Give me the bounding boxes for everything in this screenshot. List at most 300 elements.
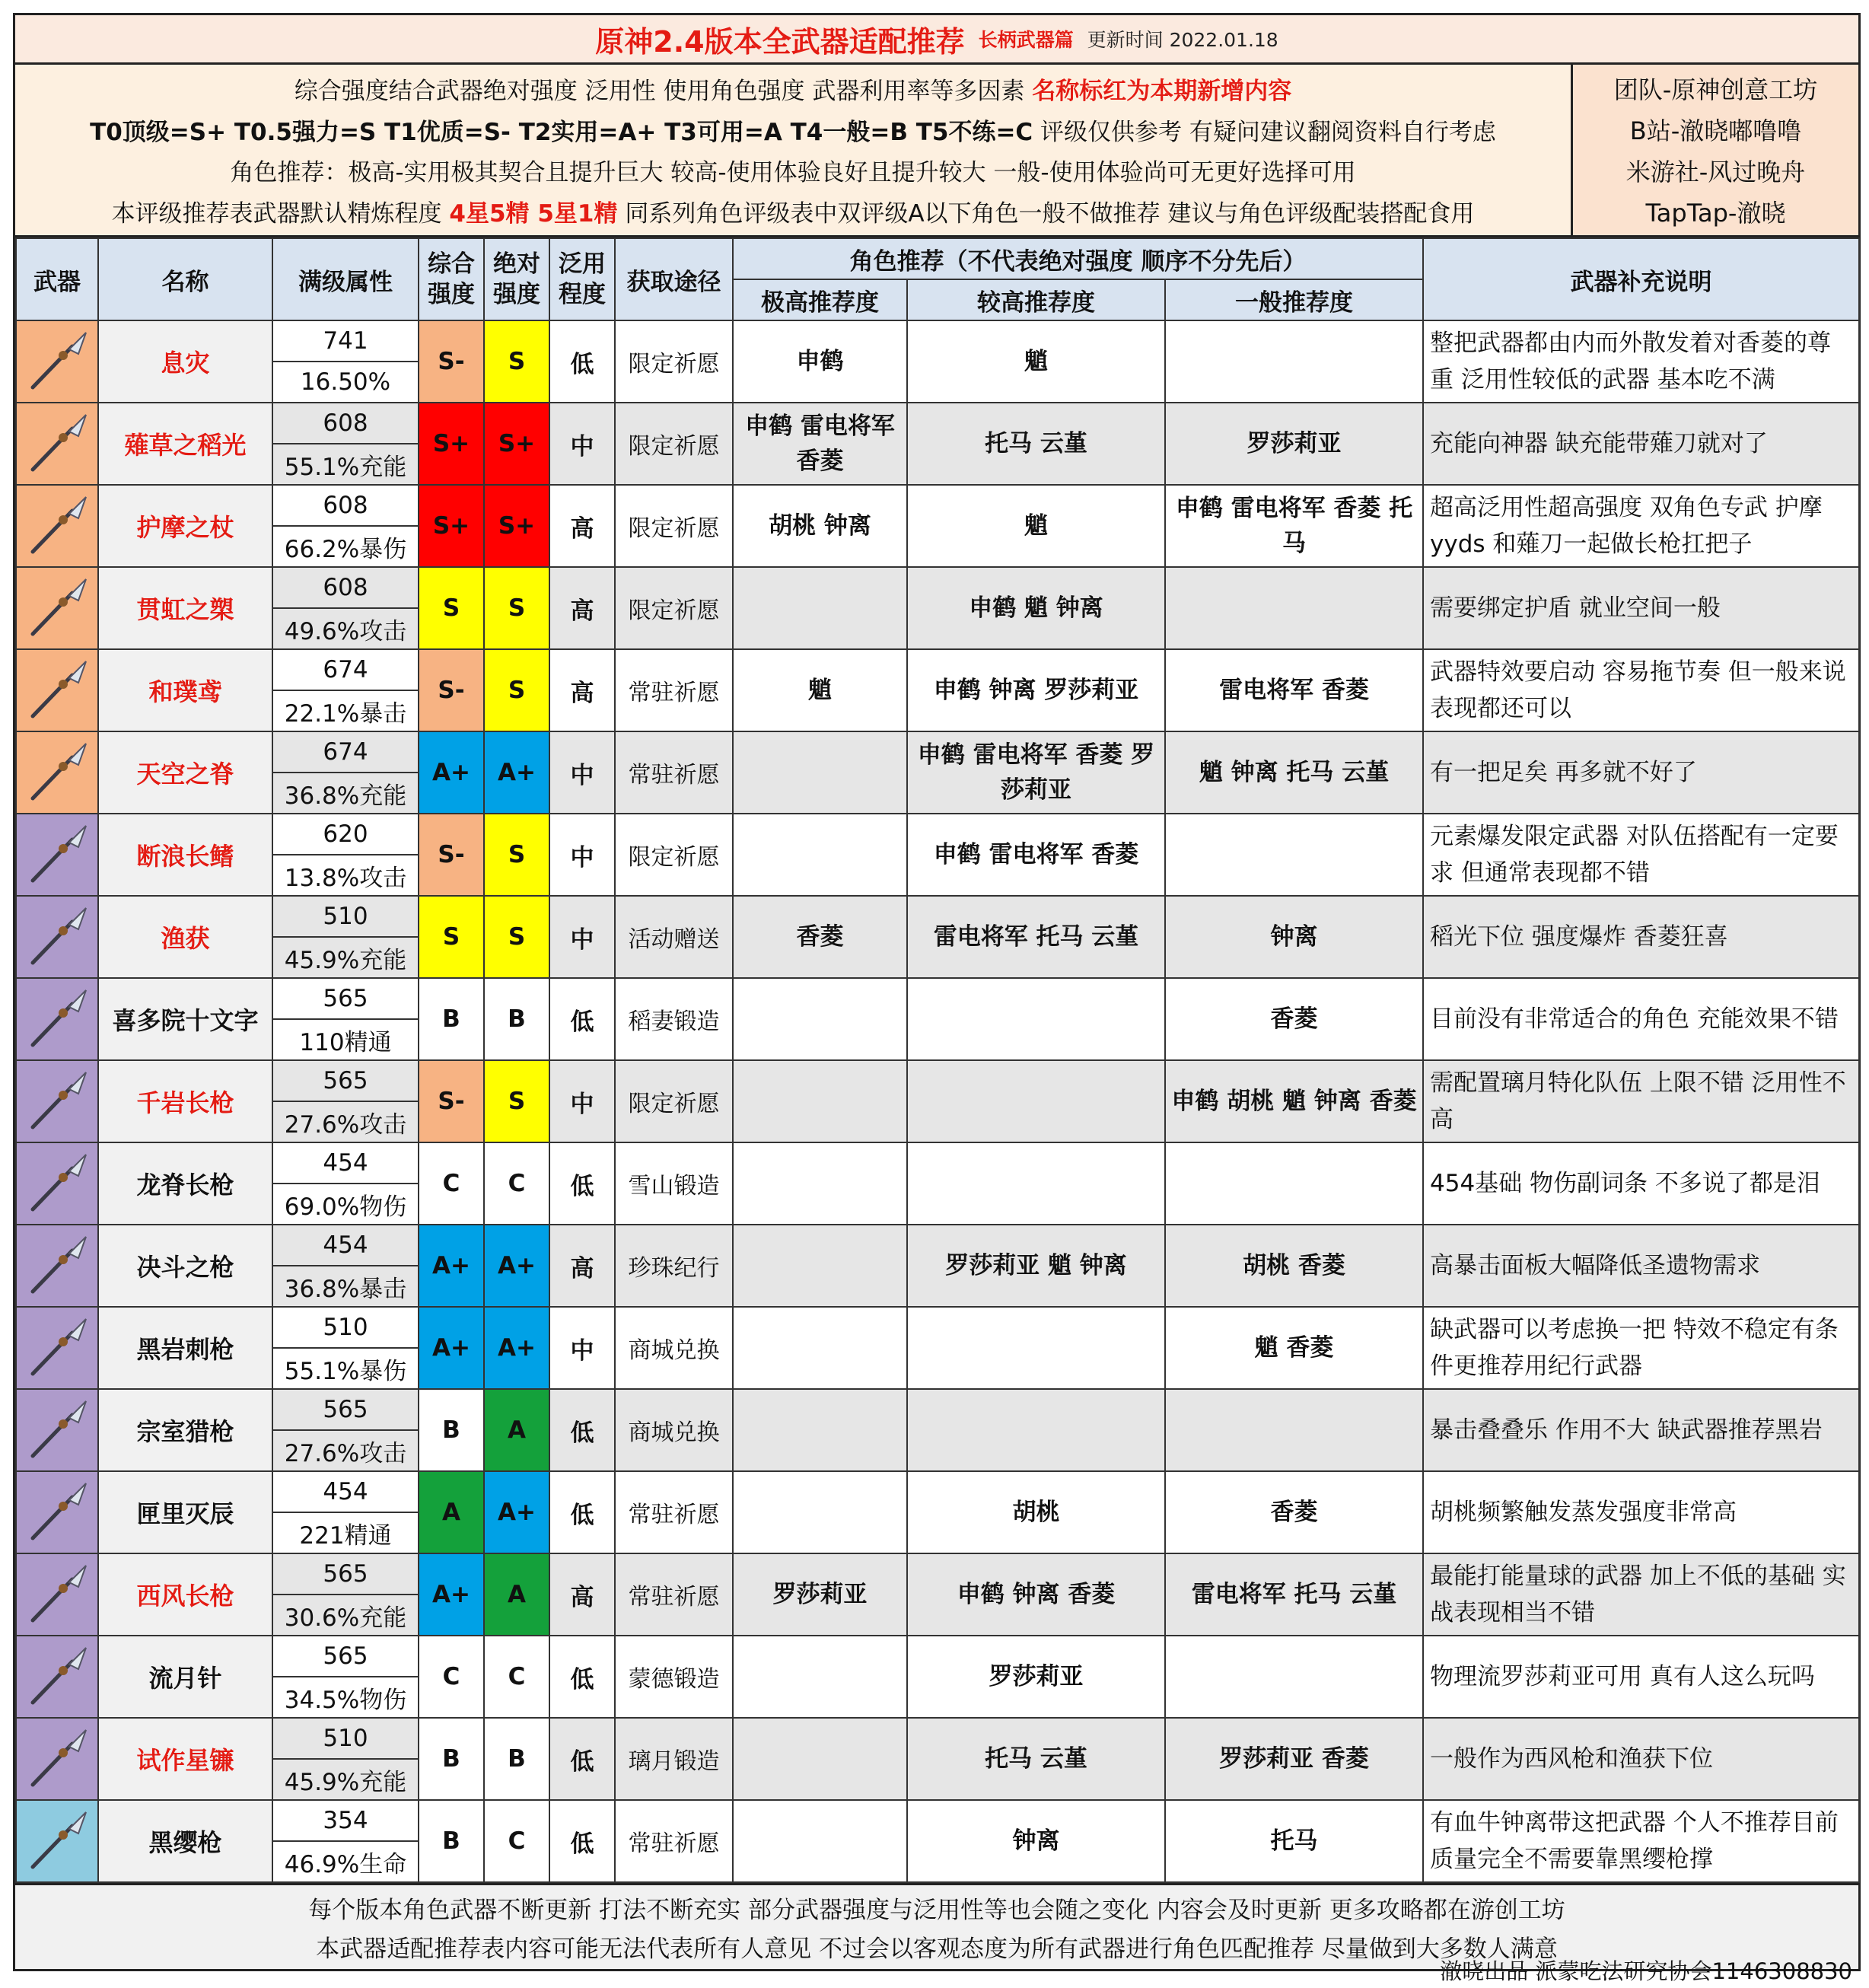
weapon-icon-cell	[16, 978, 98, 1060]
weapon-note: 目前没有非常适合的角色 充能效果不错	[1423, 978, 1859, 1060]
weapon-stats	[272, 731, 419, 814]
rec-ok: 托马	[1165, 1800, 1423, 1882]
weapon-stats	[272, 649, 419, 731]
weapon-icon-cell	[16, 1060, 98, 1142]
absolute-grade: C	[484, 1142, 549, 1225]
base-attack: 510	[273, 897, 418, 938]
weapon-note: 有血牛钟离带这把武器 个人不推荐目前质量完全不需要靠黑缨枪撑	[1423, 1800, 1859, 1882]
intro-new-note: 名称标红为本期新增内容	[1032, 77, 1292, 105]
weapon-icon-cell	[16, 1142, 98, 1225]
weapon-note: 充能向神器 缺充能带薙刀就对了	[1423, 403, 1859, 485]
rec-good: 申鹤 魈 钟离	[907, 567, 1165, 649]
absolute-grade: C	[484, 1636, 549, 1718]
table-row	[16, 485, 1859, 567]
versatility: 高	[549, 649, 615, 731]
overall-grade: A	[419, 1471, 484, 1553]
header-recommend-group: 角色推荐（不代表绝对强度 顺序不分先后）	[733, 238, 1423, 279]
absolute-grade: A	[484, 1389, 549, 1471]
overall-grade: S	[419, 896, 484, 978]
base-attack: 565	[273, 979, 418, 1020]
weapon-note: 胡桃频繁触发蒸发强度非常高	[1423, 1471, 1859, 1553]
refine-level: 4星5精 5星1精	[449, 200, 618, 228]
obtain-method: 限定祈愿	[615, 320, 733, 403]
rec-ok: 雷电将军 托马 云堇	[1165, 1553, 1423, 1636]
base-attack: 565	[273, 1390, 418, 1431]
weapon-stats	[272, 1471, 419, 1553]
weapon-note: 一般作为西风枪和渔获下位	[1423, 1718, 1859, 1800]
header-rec-ok: 一般推荐度	[1165, 279, 1423, 320]
rec-good: 魈	[907, 320, 1165, 403]
obtain-method: 限定祈愿	[615, 403, 733, 485]
header-stats: 满级属性	[272, 238, 419, 320]
weapon-note: 整把武器都由内而外散发着对香菱的尊重 泛用性较低的武器 基本吃不满	[1423, 320, 1859, 403]
table-row	[16, 1800, 1859, 1882]
overall-grade: C	[419, 1636, 484, 1718]
tier-legend: T0顶级=S+ T0.5强力=S T1优质=S- T2实用=A+ T3可用=A T4一般=B T5不练=C	[90, 118, 1033, 146]
table-row	[16, 1307, 1859, 1389]
weapon-stats	[272, 1060, 419, 1142]
rec-ok	[1165, 814, 1423, 896]
rec-ok: 罗莎莉亚	[1165, 403, 1423, 485]
weapon-icon-cell	[16, 485, 98, 567]
header-name: 名称	[98, 238, 272, 320]
rec-high: 申鹤	[733, 320, 907, 403]
header-versatility-1: 泛用	[559, 250, 606, 278]
weapon-icon-cell	[16, 403, 98, 485]
polearm-icon	[17, 1225, 97, 1306]
weapon-icon-cell	[16, 649, 98, 731]
overall-grade: S-	[419, 649, 484, 731]
rec-good: 申鹤 雷电将军 香菱 罗莎莉亚	[907, 731, 1165, 814]
versatility: 中	[549, 1307, 615, 1389]
rec-ok: 魈 香菱	[1165, 1307, 1423, 1389]
rec-good	[907, 1142, 1165, 1225]
weapon-stats	[272, 1553, 419, 1636]
sub-stat: 36.8%暴击	[284, 1275, 407, 1303]
rec-ok: 申鹤 雷电将军 香菱 托马	[1165, 485, 1423, 567]
update-date: 更新时间 2022.01.18	[1087, 29, 1278, 51]
weapon-note: 最能打能量球的武器 加上不低的基础 实战表现相当不错	[1423, 1553, 1859, 1636]
header-versatility	[549, 238, 615, 320]
rec-good: 申鹤 钟离 罗莎莉亚	[907, 649, 1165, 731]
table-row	[16, 1553, 1859, 1636]
polearm-icon	[17, 979, 97, 1059]
weapon-icon-cell	[16, 1718, 98, 1800]
table-row	[16, 896, 1859, 978]
rec-good: 托马 云堇	[907, 1718, 1165, 1800]
overall-grade: A+	[419, 1553, 484, 1636]
intro-line-4-text: 本评级推荐表武器默认精炼程度	[111, 200, 450, 228]
table-row	[16, 567, 1859, 649]
versatility: 低	[549, 1389, 615, 1471]
obtain-method: 蒙德锻造	[615, 1636, 733, 1718]
header-rec-good: 较高推荐度	[907, 279, 1165, 320]
rec-good: 申鹤 钟离 香菱	[907, 1553, 1165, 1636]
weapon-name: 断浪长鳍	[98, 814, 272, 896]
polearm-icon	[17, 650, 97, 731]
base-attack: 674	[273, 650, 418, 691]
weapon-name: 黑岩刺枪	[98, 1307, 272, 1389]
weapon-name: 天空之脊	[98, 731, 272, 814]
rec-ok: 香菱	[1165, 978, 1423, 1060]
rec-good	[907, 1389, 1165, 1471]
rec-good: 申鹤 雷电将军 香菱	[907, 814, 1165, 896]
obtain-method: 活动赠送	[615, 896, 733, 978]
polearm-icon	[17, 1554, 97, 1635]
weapon-note: 需配置璃月特化队伍 上限不错 泛用性不高	[1423, 1060, 1859, 1142]
weapon-icon-cell	[16, 1553, 98, 1636]
rec-good: 魈	[907, 485, 1165, 567]
weapon-note: 武器特效要启动 容易拖节奏 但一般来说表现都还可以	[1423, 649, 1859, 731]
sub-stat: 55.1%充能	[284, 453, 407, 481]
base-attack: 674	[273, 732, 418, 773]
intro-text	[15, 65, 1571, 235]
absolute-grade: A	[484, 1553, 549, 1636]
header-weapon: 武器	[16, 238, 98, 320]
polearm-icon	[17, 321, 97, 402]
credit-bilibili: B站-澈晓嘟噜噜	[1629, 116, 1802, 145]
versatility: 中	[549, 814, 615, 896]
rec-high	[733, 1718, 907, 1800]
sub-stat: 110精通	[299, 1028, 392, 1056]
rec-ok: 钟离	[1165, 896, 1423, 978]
weapon-icon-cell	[16, 567, 98, 649]
table-row	[16, 1636, 1859, 1718]
polearm-icon	[17, 1390, 97, 1470]
obtain-method: 限定祈愿	[615, 1060, 733, 1142]
weapon-stats	[272, 320, 419, 403]
sub-stat: 27.6%攻击	[284, 1439, 407, 1467]
header-absolute-1: 绝对	[493, 250, 540, 278]
absolute-grade: A+	[484, 1307, 549, 1389]
signature: 澈晓出品 派蒙吃法研究协会1146308830	[1440, 1958, 1852, 1984]
weapon-stats	[272, 1718, 419, 1800]
polearm-icon	[17, 897, 97, 977]
polearm-icon	[17, 568, 97, 648]
weapon-note: 稻光下位 强度爆炸 香菱狂喜	[1423, 896, 1859, 978]
absolute-grade: S	[484, 896, 549, 978]
obtain-method: 珍珠纪行	[615, 1225, 733, 1307]
rec-ok	[1165, 320, 1423, 403]
header-versatility-2: 程度	[559, 281, 606, 308]
obtain-method: 稻妻锻造	[615, 978, 733, 1060]
polearm-icon	[17, 1308, 97, 1388]
weapon-note: 有一把足矣 再多就不好了	[1423, 731, 1859, 814]
weapon-icon-cell	[16, 1800, 98, 1882]
table-row	[16, 1142, 1859, 1225]
polearm-icon	[17, 486, 97, 566]
rec-high: 罗莎莉亚	[733, 1553, 907, 1636]
polearm-icon	[17, 1143, 97, 1224]
absolute-grade: C	[484, 1800, 549, 1882]
polearm-icon	[17, 1636, 97, 1717]
weapon-name: 龙脊长枪	[98, 1142, 272, 1225]
weapon-icon-cell	[16, 1471, 98, 1553]
overall-grade: S	[419, 567, 484, 649]
rec-high	[733, 1225, 907, 1307]
table-row	[16, 320, 1859, 403]
rec-high	[733, 1389, 907, 1471]
overall-grade: S-	[419, 1060, 484, 1142]
weapon-stats	[272, 1225, 419, 1307]
intro-line-1-text: 综合强度结合武器绝对强度 泛用性 使用角色强度 武器利用率等多因素	[294, 77, 1033, 105]
weapon-name: 千岩长枪	[98, 1060, 272, 1142]
rec-good: 罗莎莉亚 魈 钟离	[907, 1225, 1165, 1307]
obtain-method: 常驻祈愿	[615, 731, 733, 814]
weapon-icon-cell	[16, 1636, 98, 1718]
rec-good: 钟离	[907, 1800, 1165, 1882]
weapon-name: 护摩之杖	[98, 485, 272, 567]
rec-high	[733, 814, 907, 896]
table-row	[16, 1060, 1859, 1142]
weapon-name: 黑缨枪	[98, 1800, 272, 1882]
table-row	[16, 978, 1859, 1060]
versatility: 高	[549, 567, 615, 649]
rec-ok	[1165, 1142, 1423, 1225]
rec-high	[733, 731, 907, 814]
sub-stat: 34.5%物伤	[284, 1686, 407, 1714]
table-row	[16, 403, 1859, 485]
weapon-table	[15, 237, 1860, 1883]
intro-line-1	[295, 72, 1291, 106]
polearm-icon	[17, 1801, 97, 1881]
weapon-name: 薙草之稻光	[98, 403, 272, 485]
page-subtitle: 长柄武器篇	[978, 29, 1074, 51]
overall-grade: B	[419, 978, 484, 1060]
versatility: 中	[549, 1060, 615, 1142]
base-attack: 510	[273, 1719, 418, 1760]
rec-good	[907, 978, 1165, 1060]
footer-line-1: 每个版本角色武器不断更新 打法不断充实 部分武器强度与泛用性等也会随之变化 内容会及时更新 更多攻略都在游创工坊	[308, 1896, 1565, 1924]
absolute-grade: S+	[484, 403, 549, 485]
table-row	[16, 814, 1859, 896]
rec-ok: 胡桃 香菱	[1165, 1225, 1423, 1307]
weapon-name: 喜多院十文字	[98, 978, 272, 1060]
rec-good	[907, 1307, 1165, 1389]
obtain-method: 常驻祈愿	[615, 1800, 733, 1882]
weapon-stats	[272, 1389, 419, 1471]
rec-high: 胡桃 钟离	[733, 485, 907, 567]
rec-ok	[1165, 1636, 1423, 1718]
overall-grade: A+	[419, 731, 484, 814]
overall-grade: S-	[419, 320, 484, 403]
weapon-note: 需要绑定护盾 就业空间一般	[1423, 567, 1859, 649]
weapon-stats	[272, 896, 419, 978]
rec-high	[733, 567, 907, 649]
credit-team: 团队-原神创意工坊	[1613, 75, 1818, 104]
overall-grade: S-	[419, 814, 484, 896]
sub-stat: 55.1%暴伤	[284, 1357, 407, 1385]
weapon-icon-cell	[16, 1307, 98, 1389]
obtain-method: 限定祈愿	[615, 567, 733, 649]
absolute-grade: S	[484, 649, 549, 731]
weapon-name: 流月针	[98, 1636, 272, 1718]
rec-high	[733, 1060, 907, 1142]
weapon-stats	[272, 1307, 419, 1389]
rec-high	[733, 1142, 907, 1225]
obtain-method: 雪山锻造	[615, 1142, 733, 1225]
sub-stat: 27.6%攻击	[284, 1110, 407, 1139]
table-row	[16, 1471, 1859, 1553]
credit-miyoushe: 米游社-风过晚舟	[1625, 158, 1806, 186]
base-attack: 565	[273, 1554, 418, 1595]
weapon-note: 物理流罗莎莉亚可用 真有人这么玩吗	[1423, 1636, 1859, 1718]
versatility: 低	[549, 1636, 615, 1718]
intro-line-4	[112, 194, 1475, 228]
rec-ok	[1165, 1389, 1423, 1471]
rec-good	[907, 1060, 1165, 1142]
obtain-method: 常驻祈愿	[615, 1471, 733, 1553]
sub-stat: 45.9%充能	[284, 946, 407, 974]
sub-stat: 49.6%攻击	[284, 617, 407, 645]
overall-grade: C	[419, 1142, 484, 1225]
absolute-grade: A+	[484, 1225, 549, 1307]
header-overall-2: 强度	[428, 281, 475, 308]
absolute-grade: S	[484, 814, 549, 896]
rec-high	[733, 1636, 907, 1718]
weapon-stats	[272, 485, 419, 567]
polearm-icon	[17, 814, 97, 895]
rec-ok: 香菱	[1165, 1471, 1423, 1553]
weapon-note: 元素爆发限定武器 对队伍搭配有一定要求 但通常表现都不错	[1423, 814, 1859, 896]
header-absolute	[484, 238, 549, 320]
overall-grade: B	[419, 1718, 484, 1800]
base-attack: 608	[273, 568, 418, 609]
intro-line-2	[90, 113, 1496, 147]
intro-line-3: 角色推荐：极高-实用极其契合且提升巨大 较高-使用体验良好且提升较大 一般-使用体验尚可无更好选择可用	[230, 159, 1356, 187]
absolute-grade: S	[484, 320, 549, 403]
weapon-name: 息灾	[98, 320, 272, 403]
title-bar	[15, 15, 1858, 65]
absolute-grade: B	[484, 978, 549, 1060]
versatility: 高	[549, 1225, 615, 1307]
versatility: 高	[549, 485, 615, 567]
rec-good: 胡桃	[907, 1471, 1165, 1553]
polearm-icon	[17, 403, 97, 484]
rating-sheet	[13, 13, 1861, 1971]
rec-high	[733, 1471, 907, 1553]
weapon-note: 高暴击面板大幅降低圣遗物需求	[1423, 1225, 1859, 1307]
base-attack: 608	[273, 486, 418, 527]
table-row	[16, 649, 1859, 731]
credits-panel	[1571, 65, 1858, 235]
obtain-method: 常驻祈愿	[615, 1553, 733, 1636]
weapon-name: 决斗之枪	[98, 1225, 272, 1307]
rec-ok: 罗莎莉亚 香菱	[1165, 1718, 1423, 1800]
versatility: 中	[549, 731, 615, 814]
rec-high: 魈	[733, 649, 907, 731]
weapon-note: 454基础 物伤副词条 不多说了都是泪	[1423, 1142, 1859, 1225]
weapon-icon-cell	[16, 1225, 98, 1307]
rec-high	[733, 1307, 907, 1389]
weapon-stats	[272, 1800, 419, 1882]
overall-grade: B	[419, 1389, 484, 1471]
weapon-note: 暴击叠叠乐 作用不大 缺武器推荐黑岩	[1423, 1389, 1859, 1471]
weapon-stats	[272, 567, 419, 649]
header-overall	[419, 238, 484, 320]
weapon-icon-cell	[16, 814, 98, 896]
base-attack: 620	[273, 814, 418, 855]
base-attack: 454	[273, 1225, 418, 1266]
sub-stat: 46.9%生命	[284, 1850, 407, 1878]
polearm-icon	[17, 1472, 97, 1553]
credit-taptap: TapTap-澈晓	[1645, 199, 1786, 228]
obtain-method: 限定祈愿	[615, 814, 733, 896]
sub-stat: 36.8%充能	[284, 782, 407, 810]
weapon-name: 西风长枪	[98, 1553, 272, 1636]
table-row	[16, 1718, 1859, 1800]
header-notes: 武器补充说明	[1423, 238, 1859, 320]
polearm-icon	[17, 732, 97, 813]
obtain-method: 限定祈愿	[615, 485, 733, 567]
versatility: 中	[549, 896, 615, 978]
rec-ok	[1165, 567, 1423, 649]
versatility: 低	[549, 1800, 615, 1882]
rec-high: 申鹤 雷电将军 香菱	[733, 403, 907, 485]
sub-stat: 66.2%暴伤	[284, 535, 407, 563]
weapon-icon-cell	[16, 320, 98, 403]
weapon-name: 和璞鸢	[98, 649, 272, 731]
obtain-method: 常驻祈愿	[615, 649, 733, 731]
overall-grade: S+	[419, 403, 484, 485]
rec-ok: 雷电将军 香菱	[1165, 649, 1423, 731]
base-attack: 565	[273, 1061, 418, 1102]
weapon-note: 缺武器可以考虑换一把 特效不稳定有条件更推荐用纪行武器	[1423, 1307, 1859, 1389]
table-row	[16, 1389, 1859, 1471]
weapon-icon-cell	[16, 731, 98, 814]
overall-grade: A+	[419, 1225, 484, 1307]
sub-stat: 30.6%充能	[284, 1604, 407, 1632]
weapon-name: 贯虹之槊	[98, 567, 272, 649]
intro-line-4-tail: 同系列角色评级表中双评级A以下角色一般不做推荐 建议与角色评级配装搭配食用	[617, 200, 1475, 228]
rec-high	[733, 978, 907, 1060]
rec-ok: 魈 钟离 托马 云堇	[1165, 731, 1423, 814]
polearm-icon	[17, 1061, 97, 1142]
sub-stat: 69.0%物伤	[284, 1193, 407, 1221]
weapon-name: 宗室猎枪	[98, 1389, 272, 1471]
weapon-stats	[272, 403, 419, 485]
base-attack: 454	[273, 1143, 418, 1184]
sub-stat: 45.9%充能	[284, 1768, 407, 1796]
versatility: 低	[549, 1718, 615, 1800]
weapon-icon-cell	[16, 1389, 98, 1471]
versatility: 高	[549, 1553, 615, 1636]
table-row	[16, 1225, 1859, 1307]
base-attack: 565	[273, 1636, 418, 1677]
weapon-note: 超高泛用性超高强度 双角色专武 护摩yyds 和薙刀一起做长枪扛把子	[1423, 485, 1859, 567]
obtain-method: 商城兑换	[615, 1389, 733, 1471]
polearm-icon	[17, 1719, 97, 1799]
base-attack: 741	[273, 321, 418, 362]
sub-stat: 13.8%攻击	[284, 864, 407, 892]
base-attack: 454	[273, 1472, 418, 1513]
overall-grade: A+	[419, 1307, 484, 1389]
weapon-stats	[272, 978, 419, 1060]
intro-panel	[15, 65, 1858, 237]
sub-stat: 221精通	[299, 1521, 392, 1550]
table-row	[16, 731, 1859, 814]
absolute-grade: S	[484, 567, 549, 649]
footer-line-2: 本武器适配推荐表内容可能无法代表所有人意见 不过会以客观态度为所有武器进行角色匹配推荐 尽量做到大多数人满意	[316, 1935, 1558, 1964]
absolute-grade: A+	[484, 1471, 549, 1553]
absolute-grade: S	[484, 1060, 549, 1142]
weapon-name: 匣里灭辰	[98, 1471, 272, 1553]
overall-grade: S+	[419, 485, 484, 567]
rec-ok: 申鹤 胡桃 魈 钟离 香菱	[1165, 1060, 1423, 1142]
versatility: 中	[549, 403, 615, 485]
versatility: 低	[549, 1142, 615, 1225]
header-overall-1: 综合	[428, 250, 475, 278]
